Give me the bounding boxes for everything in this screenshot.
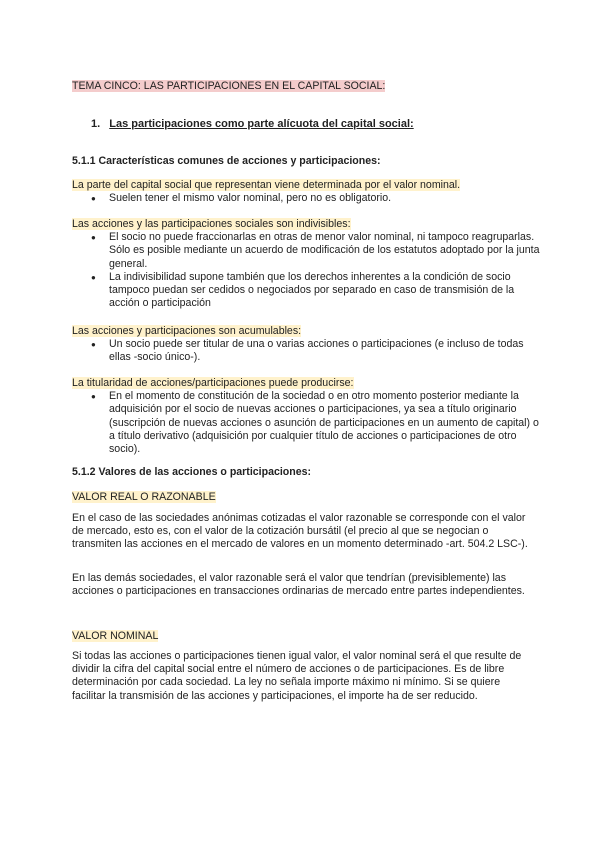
characteristic-block-4 <box>72 377 542 456</box>
valor-real-heading-line <box>72 491 216 504</box>
list-item: ● Suelen tener el mismo valor nominal, pero no es obligatorio. <box>72 192 542 205</box>
characteristic-block-3 <box>72 325 542 365</box>
characteristic-block-2 <box>72 218 542 310</box>
section-heading <box>91 118 414 131</box>
section-number: 1. <box>91 118 101 130</box>
valor-real-paragraph-2: En las demás sociedades, el valor razonable será el valor que tendrían (previsiblemente) las acciones o participaciones en transacciones ordinarias de mercado entre partes independientes. <box>72 572 525 598</box>
section-title: Las participaciones como parte alícuota del capital social: <box>109 118 414 130</box>
subsection-title-512: 5.1.2 Valores de las acciones o participaciones: <box>72 466 312 478</box>
list-item: ● La indivisibilidad supone también que los derechos inherentes a la condición de socio tampoco puedan ser cedidos o negociados por separado en caso de transmisión de la acción o participación <box>72 271 542 311</box>
document-title-line <box>72 80 385 93</box>
bullet-list <box>72 390 542 456</box>
valor-nominal-heading: VALOR NOMINAL <box>72 630 159 642</box>
characteristic-heading: La titularidad de acciones/participaciones puede producirse: <box>72 377 354 389</box>
characteristic-block-1 <box>72 179 542 205</box>
valor-real-paragraph-1: En el caso de las sociedades anónimas cotizadas el valor razonable se corresponde con el valor de mercado, esto es, con el valor de la cotización bursátil (el precio al que se negocian o transmiten las acciones en el mercado de valores en un momento determinado -art. 504.2 LSC-). <box>72 512 528 551</box>
list-item: ● En el momento de constitución de la sociedad o en otro momento posterior mediante la adquisición por el socio de nuevas acciones o participaciones, ya sea a título originario (suscripción de nuevas acciones o asunción de participaciones en un aumento de capital) o a título derivativo (adquisición por cualquier título de acciones o participaciones de otro socio). <box>72 390 542 456</box>
list-item: ● Un socio puede ser titular de una o varias acciones o participaciones (e incluso de todas ellas -socio único-). <box>72 338 542 364</box>
bullet-list <box>72 231 542 310</box>
subsection-title-511: 5.1.1 Características comunes de acciones y participaciones: <box>72 155 381 167</box>
characteristic-heading: La parte del capital social que representan viene determinada por el valor nominal. <box>72 179 461 191</box>
characteristic-heading: Las acciones y las participaciones sociales son indivisibles: <box>72 218 351 230</box>
characteristic-heading: Las acciones y participaciones son acumulables: <box>72 325 302 337</box>
bullet-list <box>72 338 542 364</box>
document-title: TEMA CINCO: LAS PARTICIPACIONES EN EL CAPITAL SOCIAL: <box>72 80 386 92</box>
valor-real-heading: VALOR REAL O RAZONABLE <box>72 491 216 503</box>
list-item: ● El socio no puede fraccionarlas en otras de menor valor nominal, ni tampoco reagruparlas. Sólo es posible mediante un acuerdo de modificación de los estatutos adoptado por la junta general. <box>72 231 542 271</box>
bullet-list <box>72 192 542 205</box>
valor-nominal-paragraph: Si todas las acciones o participaciones tienen igual valor, el valor nominal será el que resulte de dividir la cifra del capital social entre el número de acciones o de participaciones. Es de libre determinación por cada sociedad. La ley no señala importe máximo ni mínimo. Si se quiere facilitar la transmisión de las acciones y participaciones, el importe ha de ser reducido. <box>72 650 522 702</box>
valor-nominal-heading-line <box>72 630 158 643</box>
